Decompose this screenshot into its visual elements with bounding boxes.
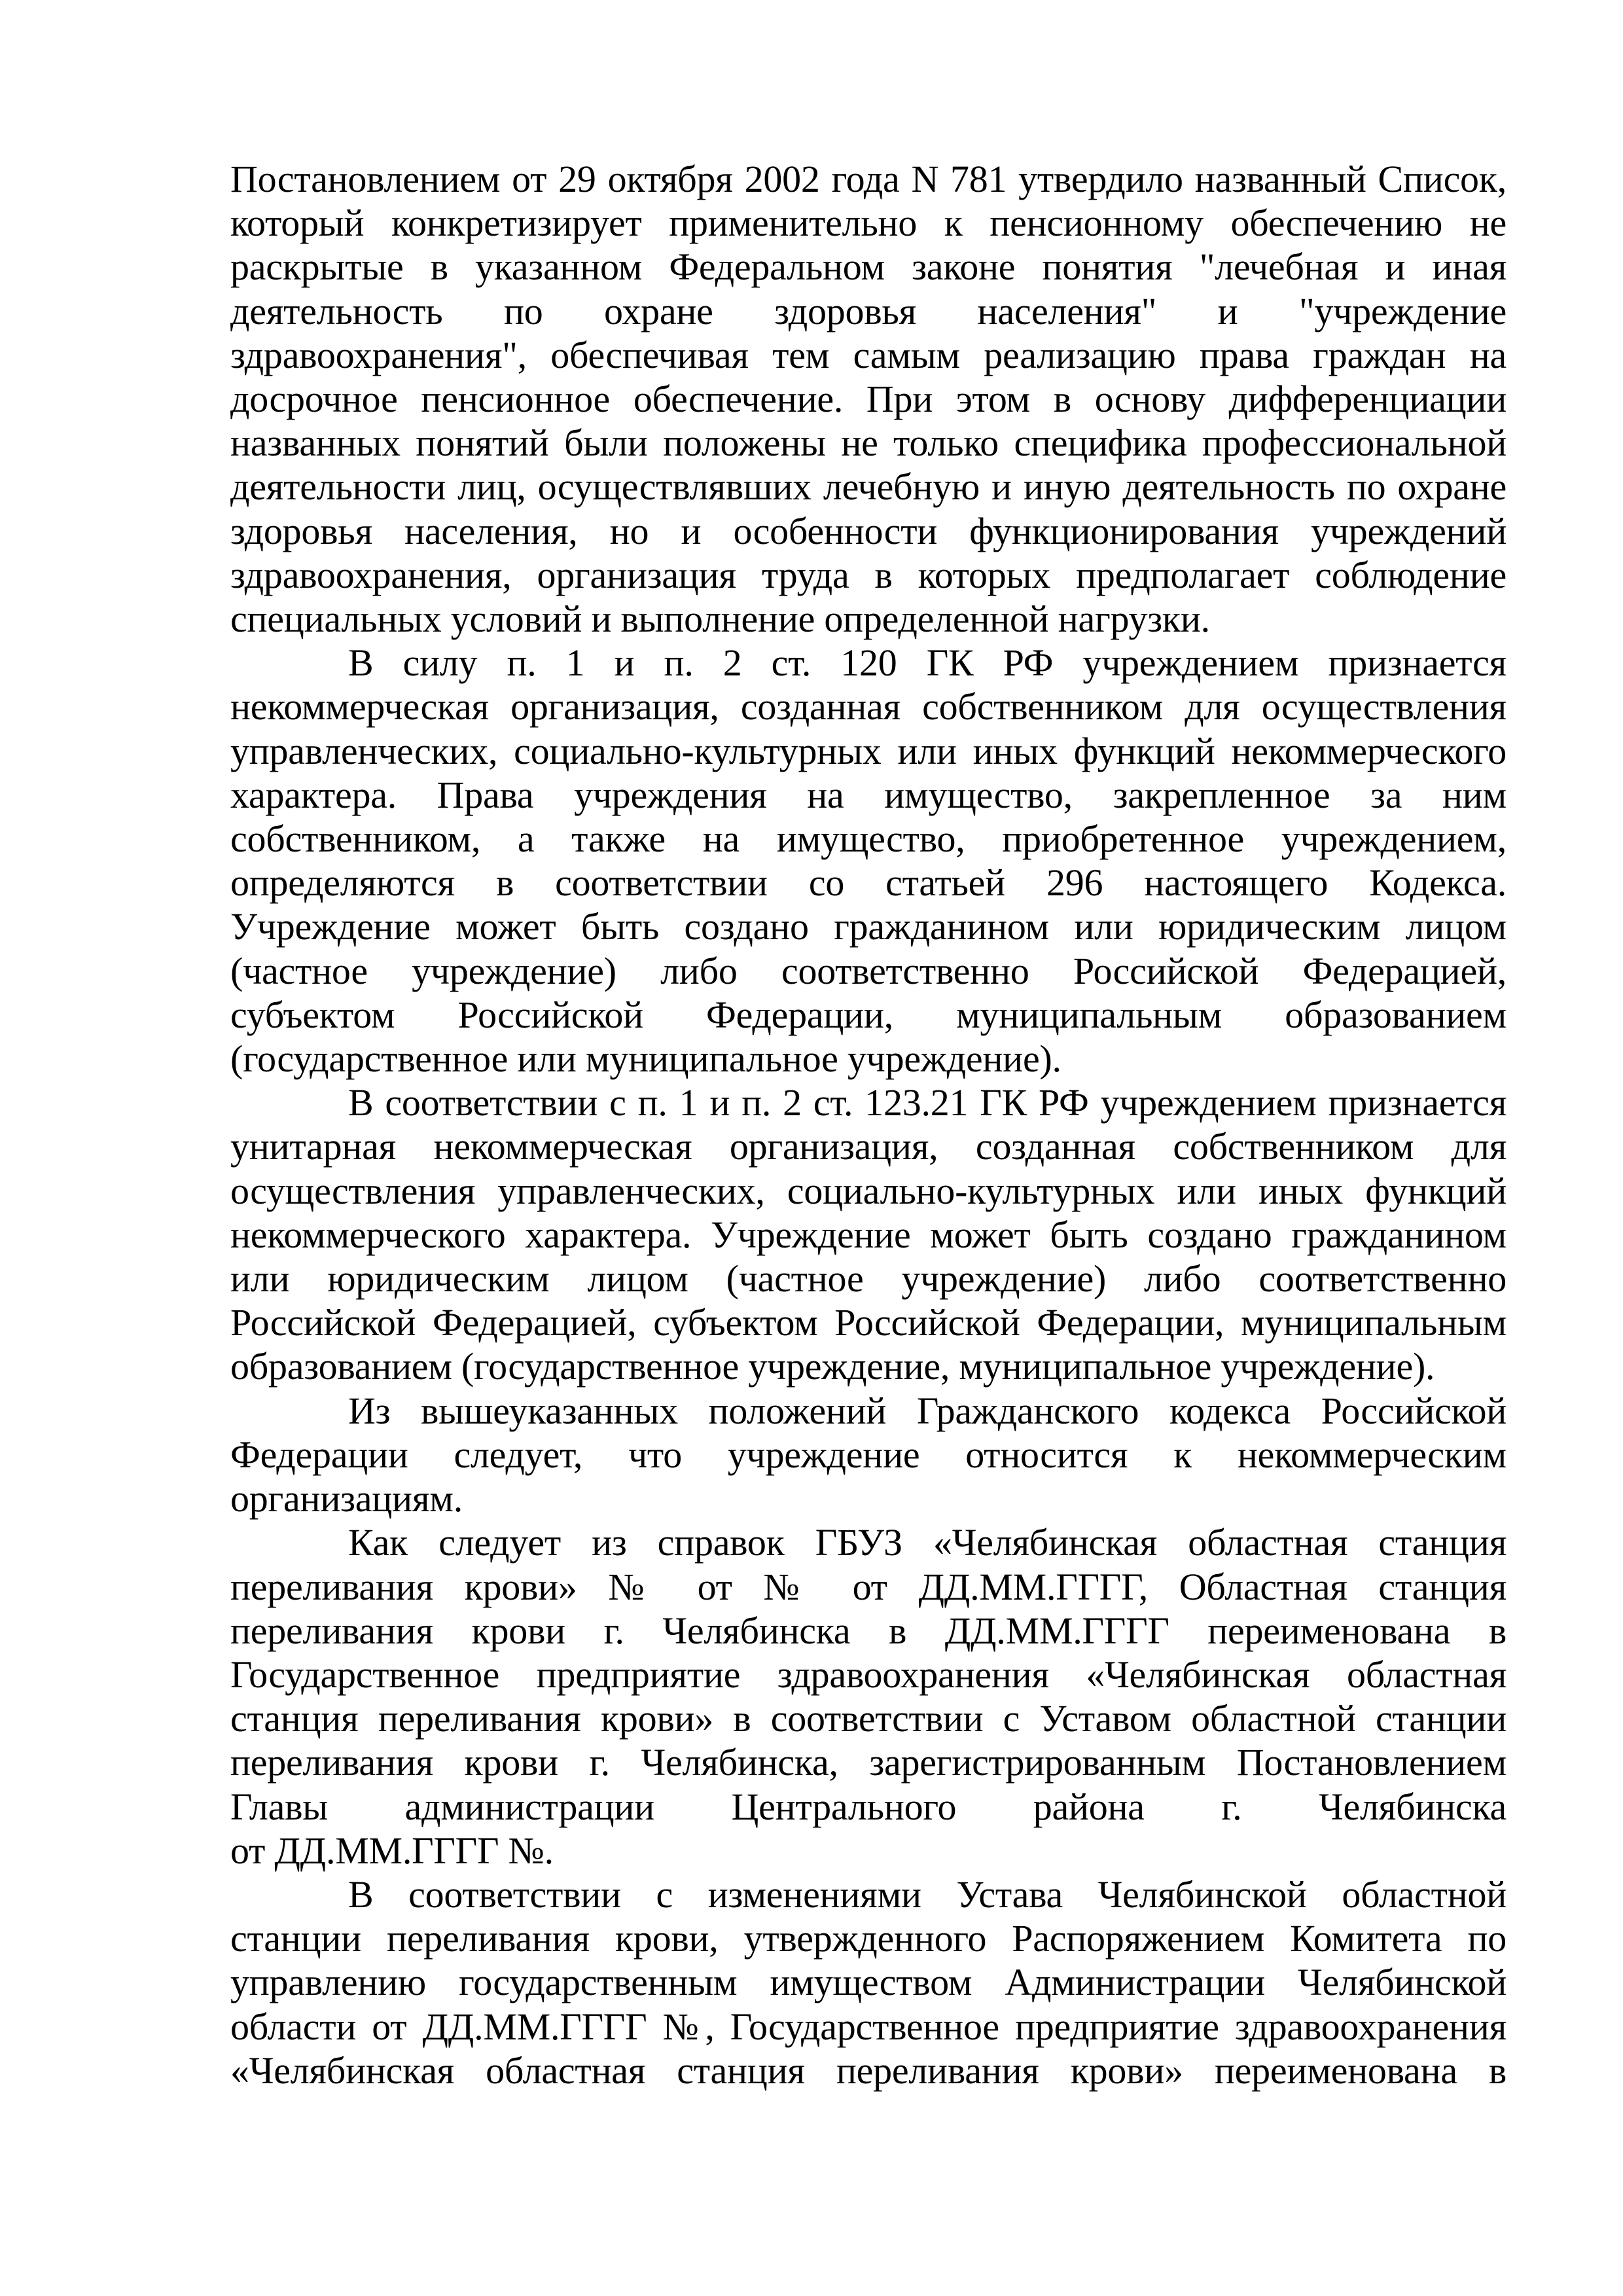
text-line: характера. Права учреждения на имущество, закрепленное за ним bbox=[230, 773, 1507, 816]
text-line: названных понятий были положены не только специфика профессиональной bbox=[230, 422, 1507, 465]
text-line: от ДД.ММ.ГГГГ №. bbox=[230, 1829, 554, 1872]
text-line: области от ДД.ММ.ГГГГ №, Государственное предприятие здравоохранения bbox=[230, 2005, 1507, 2048]
text-line: станции переливания крови, утвержденного Распоряжением Комитета по bbox=[230, 1917, 1507, 1960]
text-line: здоровья населения, но и особенности функционирования учреждений bbox=[230, 509, 1507, 552]
paragraph bbox=[230, 641, 1507, 1081]
text-line: В соответствии с п. 1 и п. 2 ст. 123.21 ГК РФ учреждением признается bbox=[348, 1081, 1507, 1124]
text-line: управлению государственным имуществом Администрации Челябинской bbox=[230, 1961, 1507, 2004]
text-line: Как следует из справок ГБУЗ «Челябинская областная станция bbox=[348, 1521, 1507, 1564]
text-line: «Челябинская областная станция переливания крови» переименована в bbox=[230, 2049, 1507, 2092]
text-line: В соответствии с изменениями Устава Челябинской областной bbox=[348, 1873, 1507, 1916]
text-line: Федерации следует, что учреждение относится к некоммерческим bbox=[230, 1433, 1507, 1476]
text-line: определяются в соответствии со статьей 296 настоящего Кодекса. bbox=[230, 861, 1507, 905]
text-line: переливания крови г. Челябинска, зарегистрированным Постановлением bbox=[230, 1741, 1507, 1784]
text-line: Главы администрации Центрального района г. Челябинска bbox=[230, 1785, 1507, 1828]
text-line: здравоохранения", обеспечивая тем самым реализацию права граждан на bbox=[230, 333, 1507, 376]
text-line: собственником, а также на имущество, приобретенное учреждением, bbox=[230, 817, 1507, 861]
text-line: специальных условий и выполнение определенной нагрузки. bbox=[230, 598, 1210, 641]
text-line: или юридическим лицом (частное учреждение) либо соответственно bbox=[230, 1257, 1507, 1300]
text-line: (государственное или муниципальное учреждение). bbox=[230, 1037, 1061, 1081]
text-line: досрочное пенсионное обеспечение. При этом в основу дифференциации bbox=[230, 378, 1507, 421]
paragraph bbox=[230, 1389, 1507, 1521]
text-line: Учреждение может быть создано гражданином или юридическим лицом bbox=[230, 905, 1507, 948]
text-line: субъектом Российской Федерации, муниципальным образованием bbox=[230, 993, 1507, 1036]
text-line: некоммерческая организация, созданная собственником для осуществления bbox=[230, 685, 1507, 728]
text-line: некоммерческого характера. Учреждение может быть создано гражданином bbox=[230, 1213, 1507, 1256]
text-line: организациям. bbox=[230, 1477, 463, 1520]
text-line: Государственное предприятие здравоохранения «Челябинская областная bbox=[230, 1653, 1507, 1696]
paragraph bbox=[230, 1873, 1507, 2092]
paragraph bbox=[230, 157, 1507, 641]
text-line: унитарная некоммерческая организация, созданная собственником для bbox=[230, 1125, 1507, 1168]
text-line: (частное учреждение) либо соответственно Российской Федерацией, bbox=[230, 949, 1507, 992]
text-line: станция переливания крови» в соответствии с Уставом областной станции bbox=[230, 1697, 1507, 1740]
document-body bbox=[230, 157, 1507, 2092]
paragraph bbox=[230, 1081, 1507, 1388]
text-line: Из вышеуказанных положений Гражданского кодекса Российской bbox=[348, 1389, 1507, 1432]
text-line: В силу п. 1 и п. 2 ст. 120 ГК РФ учреждением признается bbox=[348, 641, 1507, 685]
text-line: деятельности лиц, осуществлявших лечебную и иную деятельность по охране bbox=[230, 465, 1507, 509]
text-line: переливания крови г. Челябинска в ДД.ММ.ГГГГ переименована в bbox=[230, 1609, 1507, 1652]
paragraph bbox=[230, 1520, 1507, 1873]
text-line: который конкретизирует применительно к пенсионному обеспечению не bbox=[230, 202, 1507, 245]
text-line: деятельность по охране здоровья населения" и "учреждение bbox=[230, 289, 1507, 332]
text-line: образованием (государственное учреждение, муниципальное учреждение). bbox=[230, 1345, 1435, 1388]
text-line: переливания крови» № от № от ДД.ММ.ГГГГ, Областная станция bbox=[230, 1565, 1507, 1608]
text-line: осуществления управленческих, социально-культурных или иных функций bbox=[230, 1169, 1507, 1212]
text-line: Российской Федерацией, субъектом Российской Федерации, муниципальным bbox=[230, 1301, 1507, 1344]
text-line: управленческих, социально-культурных или иных функций некоммерческого bbox=[230, 729, 1507, 772]
text-line: раскрытые в указанном Федеральном законе понятия "лечебная и иная bbox=[230, 245, 1507, 289]
text-line: здравоохранения, организация труда в которых предполагает соблюдение bbox=[230, 553, 1507, 596]
text-line: Постановлением от 29 октября 2002 года N 781 утвердило названный Список, bbox=[230, 158, 1507, 200]
